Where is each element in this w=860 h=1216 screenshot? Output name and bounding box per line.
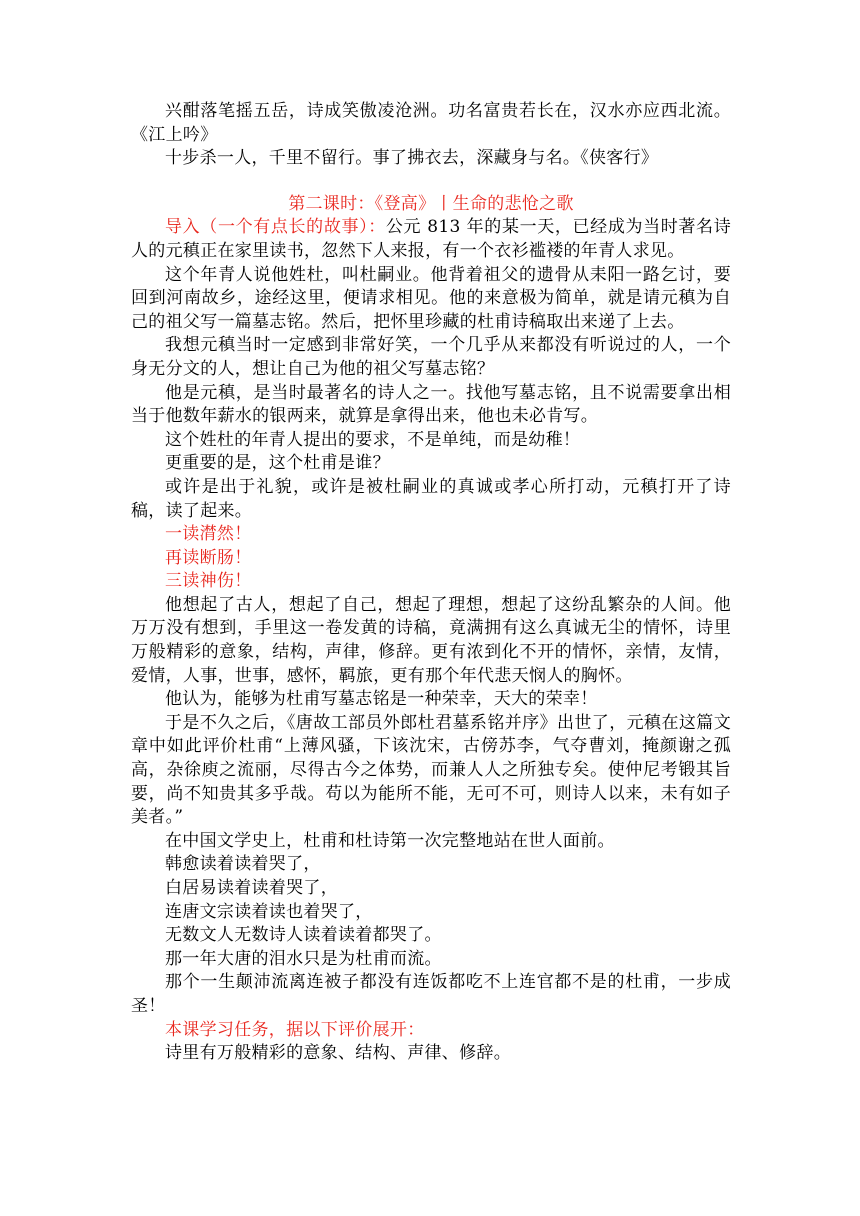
task-heading: 本课学习任务，据以下评价展开：	[165, 1019, 425, 1040]
story-paragraph: 于是不久之后，《唐故工部员外郎杜君墓系铭并序》出世了，元稹在这篇文章中如此评价杜甫“上薄风骚，下该沈宋，古傍苏李，气夺曹刘，掩颜谢之孤高，杂徐庾之流丽，尽得古今之体势，而兼人人之所独专矣。使仲尼考锻其旨要，尚不知贵其多乎哉。苟以为能所不能，无可不可，则诗人以来，未有如子美者。”	[131, 712, 731, 828]
story-paragraph: 他想起了古人，想起了自己，想起了理想，想起了这纷乱繁杂的人间。他万万没有想到，手里这一卷发黄的诗稿，竟满拥有这么真诚无尘的情怀，诗里万般精彩的意象，结构，声律，修辞。更有浓到化不开的情怀，亲情，友情，爱情，人事，世事，感怀，羁旅，更有那个年代悲天悯人的胸怀。	[131, 594, 731, 686]
story-paragraph: 我想元稹当时一定感到非常好笑，一个几乎从来都没有听说过的人，一个身无分文的人，想让自己为他的祖父写墓志铭？	[131, 335, 731, 379]
story-paragraph: 那一年大唐的泪水只是为杜甫而流。	[165, 948, 442, 969]
reading-line-red: 一读潸然！	[165, 524, 252, 545]
document-page	[131, 100, 731, 1066]
story-paragraph: 他是元稹，是当时最著名的诗人之一。找他写墓志铭，且不说需要拿出相当于他数年薪水的银两来，就算是拿得出来，他也未必肯写。	[131, 382, 731, 427]
lesson-title: 第二课时：《登高》丨生命的悲怆之歌	[288, 193, 574, 214]
story-paragraph: 他认为，能够为杜甫写墓志铭是一种荣幸，天大的荣幸！	[165, 689, 598, 710]
story-paragraph: 连唐文宗读着读也着哭了，	[165, 901, 373, 922]
story-paragraph: 白居易读着读着哭了，	[165, 878, 338, 898]
poem-jiangshangyin: 兴酣落笔摇五岳，诗成笑傲凌沧洲。功名富贵若长在，汉水亦应西北流。《江上吟》	[131, 101, 731, 145]
task-text: 诗里有万般精彩的意象、结构、声律、修辞。	[165, 1043, 511, 1064]
story-paragraph: 无数文人无数诗人读着读着都哭了。	[165, 925, 442, 946]
poem-xiakexing: 十步杀一人，千里不留行。事了拂衣去，深藏身与名。《侠客行》	[165, 148, 659, 169]
intro-paragraph	[131, 216, 731, 263]
story-paragraph: 在中国文学史上，杜甫和杜诗第一次完整地站在世人面前。	[165, 830, 615, 851]
story-paragraph: 更重要的是，这个杜甫是谁？	[165, 453, 390, 474]
intro-label: 导入（一个有点长的故事）：	[165, 217, 386, 238]
story-paragraph: 或许是出于礼貌，或许是被杜嗣业的真诚或孝心所打动，元稹打开了诗稿，读了起来。	[131, 476, 731, 521]
reading-line-red: 再读断肠！	[165, 547, 252, 568]
story-paragraph: 那个一生颠沛流离连被子都没有连饭都吃不上连官都不是的杜甫，一步成圣！	[131, 972, 731, 1016]
reading-line-red: 三读神伤！	[165, 571, 252, 592]
intro-text: 公元 813 年的某一天，已经成为当时著名诗人的元稹正在家里读书，忽然下人来报，有一个衣衫褴褛的年青人求见。	[131, 217, 731, 261]
story-paragraph: 韩愈读着读着哭了，	[165, 854, 321, 875]
story-paragraph: 这个姓杜的年青人提出的要求，不是单纯，而是幼稚！	[165, 429, 581, 450]
story-paragraph: 这个年青人说他姓杜，叫杜嗣业。他背着祖父的遗骨从耒阳一路乞讨，要回到河南故乡，途经这里，便请求相见。他的来意极为简单，就是请元稹为自己的祖父写一篇墓志铭。然后，把怀里珍藏的杜甫诗稿取出来递了上去。	[131, 264, 731, 332]
